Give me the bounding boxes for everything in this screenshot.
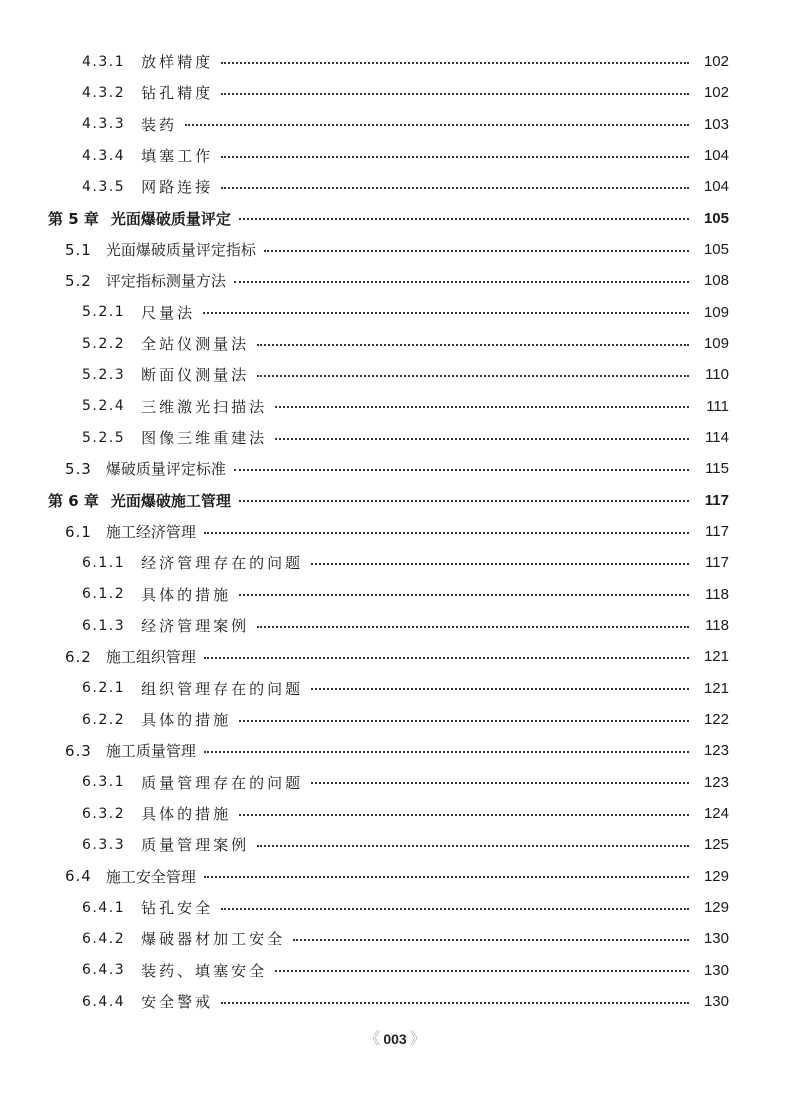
- dot-leader: [293, 939, 689, 941]
- toc-entry-section[interactable]: [0, 453, 790, 484]
- dot-leader: [257, 845, 689, 847]
- dot-leader: [257, 344, 689, 346]
- toc-entry-page: 105: [703, 209, 729, 227]
- dot-leader: [221, 908, 689, 910]
- toc-entry-page: 115: [705, 460, 729, 478]
- toc-entry-number: 6.4.3: [82, 962, 126, 979]
- toc-entry-sub[interactable]: [0, 610, 790, 641]
- toc-entry-title: 质量管理存在的问题: [141, 773, 304, 792]
- toc-entry-sub[interactable]: [0, 297, 790, 328]
- toc-entry-sub[interactable]: [0, 798, 790, 829]
- toc-entry-title: 图像三维重建法: [141, 429, 268, 448]
- toc-entry-chapter[interactable]: [0, 203, 790, 234]
- toc-entry-section[interactable]: [0, 861, 790, 892]
- toc-entry-page: 105: [703, 241, 729, 259]
- toc-entry-title: 质量管理案例: [141, 836, 250, 855]
- toc-entry-page: 104: [703, 147, 729, 165]
- toc-entry-title: 尺量法: [141, 303, 196, 322]
- toc-entry-number: 4.3.3: [82, 116, 126, 133]
- toc-entry-page: 123: [703, 773, 729, 791]
- toc-entry-sub[interactable]: [0, 986, 790, 1017]
- toc-entry-sub[interactable]: [0, 673, 790, 704]
- toc-entry-page: 122: [703, 711, 729, 729]
- toc-entry-title: 爆破质量评定标准: [105, 460, 226, 479]
- toc-entry-page: 114: [705, 429, 729, 447]
- toc-entry-number: 5.2.5: [82, 429, 126, 446]
- toc-entry-sub[interactable]: [0, 46, 790, 77]
- toc-entry-title: 安全警戒: [141, 993, 214, 1011]
- toc-entry-section[interactable]: [0, 735, 790, 766]
- toc-entry-page: 130: [703, 961, 729, 979]
- toc-entry-sub[interactable]: [0, 955, 790, 986]
- dot-leader: [275, 438, 689, 440]
- toc-entry-sub[interactable]: [0, 892, 790, 923]
- dot-leader: [311, 782, 689, 784]
- toc-entry-page: 130: [703, 930, 729, 948]
- dot-leader: [311, 688, 689, 690]
- toc-entry-sub[interactable]: [0, 140, 790, 171]
- dot-leader: [275, 406, 689, 408]
- toc-entry-number: 5.2.2: [82, 335, 126, 352]
- page-number: 003: [383, 1031, 407, 1047]
- toc-entry-page: 111: [706, 397, 729, 415]
- dot-leader: [239, 500, 689, 502]
- toc-entry-page: 123: [703, 742, 729, 760]
- toc-entry-number: 5.2: [65, 271, 92, 290]
- toc-entry-title: 放样精度: [141, 53, 214, 72]
- toc-entry-number: 6.1.3: [82, 617, 126, 634]
- dot-leader: [185, 124, 689, 126]
- toc-entry-title: 全站仪测量法: [141, 335, 250, 354]
- toc-entry-sub[interactable]: [0, 767, 790, 798]
- toc-entry-title: 施工经济管理: [105, 523, 196, 542]
- toc-entry-page: 108: [703, 272, 729, 290]
- dot-leader: [239, 720, 689, 722]
- toc-entry-section[interactable]: [0, 234, 790, 265]
- toc-entry-section[interactable]: [0, 641, 790, 672]
- toc-entry-title: 爆破器材加工安全: [141, 930, 286, 949]
- dot-leader: [239, 814, 689, 816]
- toc-entry-number: 6.1.1: [82, 554, 126, 571]
- toc-entry-number: 第 5 章: [48, 209, 99, 228]
- toc-entry-number: 5.3: [65, 459, 92, 478]
- dot-leader: [221, 1002, 689, 1004]
- toc-entry-page: 125: [703, 836, 729, 854]
- toc-entry-number: 5.2.4: [82, 398, 126, 415]
- toc-entry-number: 5.2.1: [82, 304, 126, 321]
- toc-entry-title: 光面爆破施工管理: [110, 491, 231, 510]
- toc-entry-section[interactable]: [0, 265, 790, 296]
- dot-leader: [264, 250, 689, 252]
- dot-leader: [239, 218, 689, 220]
- toc-entry-number: 6.4: [65, 867, 92, 886]
- toc-entry-sub[interactable]: [0, 422, 790, 453]
- dot-leader: [239, 594, 689, 596]
- toc-entry-number: 6.2.1: [82, 680, 126, 697]
- toc-entry-sub[interactable]: [0, 579, 790, 610]
- toc-entry-number: 4.3.2: [82, 84, 126, 101]
- dot-leader: [221, 93, 689, 95]
- toc-entry-number: 5.2.3: [82, 366, 126, 383]
- toc-entry-number: 6.3.1: [82, 774, 126, 791]
- toc-entry-number: 6.1: [65, 522, 92, 541]
- toc-entry-page: 121: [703, 648, 729, 666]
- toc-entry-number: 6.3.3: [82, 836, 126, 853]
- toc-entry-sub[interactable]: [0, 829, 790, 860]
- toc-entry-page: 117: [705, 554, 729, 572]
- toc-entry-number: 4.3.4: [82, 147, 126, 164]
- dot-leader: [204, 876, 689, 878]
- toc-entry-number: 4.3.5: [82, 178, 126, 195]
- dot-leader: [204, 751, 689, 753]
- toc-entry-title: 光面爆破质量评定: [110, 209, 231, 228]
- toc-entry-number: 4.3.1: [82, 53, 126, 70]
- toc-entry-title: 钻孔安全: [141, 899, 214, 918]
- toc-entry-sub[interactable]: [0, 547, 790, 578]
- toc-entry-number: 6.1.2: [82, 586, 126, 603]
- toc-entry-number: 6.3: [65, 741, 92, 760]
- toc-entry-sub[interactable]: [0, 923, 790, 954]
- toc-entry-chapter[interactable]: [0, 485, 790, 516]
- toc-entry-title: 组织管理存在的问题: [141, 679, 304, 698]
- toc-entry-title: 装药: [141, 115, 178, 134]
- dot-leader: [234, 469, 689, 471]
- dot-leader: [204, 532, 689, 534]
- toc-entry-sub[interactable]: [0, 391, 790, 422]
- page-footer: [0, 1026, 790, 1049]
- toc-entry-page: 102: [703, 53, 729, 71]
- toc-entry-page: 130: [703, 993, 729, 1010]
- toc-entry-page: 103: [703, 115, 729, 133]
- toc-entry-number: 5.1: [65, 240, 92, 259]
- dot-leader: [257, 626, 689, 628]
- toc-entry-title: 网路连接: [141, 178, 214, 197]
- toc-entry-number: 第 6 章: [48, 491, 99, 510]
- dot-leader: [257, 375, 689, 377]
- toc-entry-sub[interactable]: [0, 77, 790, 108]
- toc-entry-sub[interactable]: [0, 704, 790, 735]
- toc-entry-section[interactable]: [0, 516, 790, 547]
- toc-entry-sub[interactable]: [0, 171, 790, 202]
- toc-entry-number: 6.3.2: [82, 805, 126, 822]
- toc-entry-title: 具体的措施: [141, 585, 232, 604]
- toc-entry-title: 施工质量管理: [105, 742, 196, 761]
- toc-entry-page: 129: [703, 899, 729, 917]
- toc-entry-page: 129: [703, 867, 729, 885]
- toc-entry-title: 施工组织管理: [105, 648, 196, 667]
- toc-entry-title: 施工安全管理: [105, 867, 196, 886]
- dot-leader: [203, 312, 689, 314]
- toc-entry-page: 110: [705, 366, 729, 384]
- toc-entry-title: 断面仪测量法: [141, 366, 250, 385]
- toc-entry-title: 具体的措施: [141, 805, 232, 824]
- ornament-left-icon: 《: [364, 1031, 381, 1048]
- toc-entry-page: 104: [703, 178, 729, 196]
- dot-leader: [221, 62, 689, 64]
- toc-entry-number: 6.4.2: [82, 930, 126, 947]
- toc-entry-sub[interactable]: [0, 328, 790, 359]
- toc-entry-title: 填塞工作: [141, 147, 214, 166]
- toc-entry-sub[interactable]: [0, 109, 790, 140]
- toc-entry-title: 三维激光扫描法: [141, 397, 268, 416]
- toc-entry-page: 109: [703, 335, 729, 353]
- dot-leader: [221, 156, 689, 158]
- toc-entry-number: 6.4.4: [82, 993, 126, 1010]
- toc-entry-number: 6.2: [65, 647, 92, 666]
- dot-leader: [311, 563, 689, 565]
- toc-entry-title: 钻孔精度: [141, 84, 214, 103]
- dot-leader: [275, 970, 689, 972]
- ornament-right-icon: 》: [409, 1031, 426, 1048]
- toc-entry-title: 具体的措施: [141, 711, 232, 730]
- toc-entry-sub[interactable]: [0, 359, 790, 390]
- toc-entry-title: 评定指标测量方法: [105, 272, 226, 291]
- dot-leader: [221, 187, 689, 189]
- table-of-contents: [0, 46, 790, 1017]
- toc-entry-page: 102: [703, 84, 729, 102]
- toc-entry-page: 121: [703, 679, 729, 697]
- toc-entry-page: 117: [704, 491, 729, 509]
- toc-entry-page: 124: [703, 805, 729, 823]
- toc-entry-title: 光面爆破质量评定指标: [105, 241, 256, 260]
- dot-leader: [234, 281, 689, 283]
- toc-entry-page: 118: [705, 617, 729, 635]
- toc-entry-page: 109: [703, 303, 729, 321]
- toc-entry-number: 6.2.2: [82, 711, 126, 728]
- toc-entry-page: 117: [705, 523, 729, 541]
- toc-entry-title: 经济管理存在的问题: [141, 554, 304, 573]
- toc-entry-page: 118: [705, 585, 729, 603]
- toc-entry-title: 装药、填塞安全: [141, 961, 268, 980]
- toc-entry-number: 6.4.1: [82, 899, 126, 916]
- dot-leader: [204, 657, 689, 659]
- toc-entry-title: 经济管理案例: [141, 617, 250, 636]
